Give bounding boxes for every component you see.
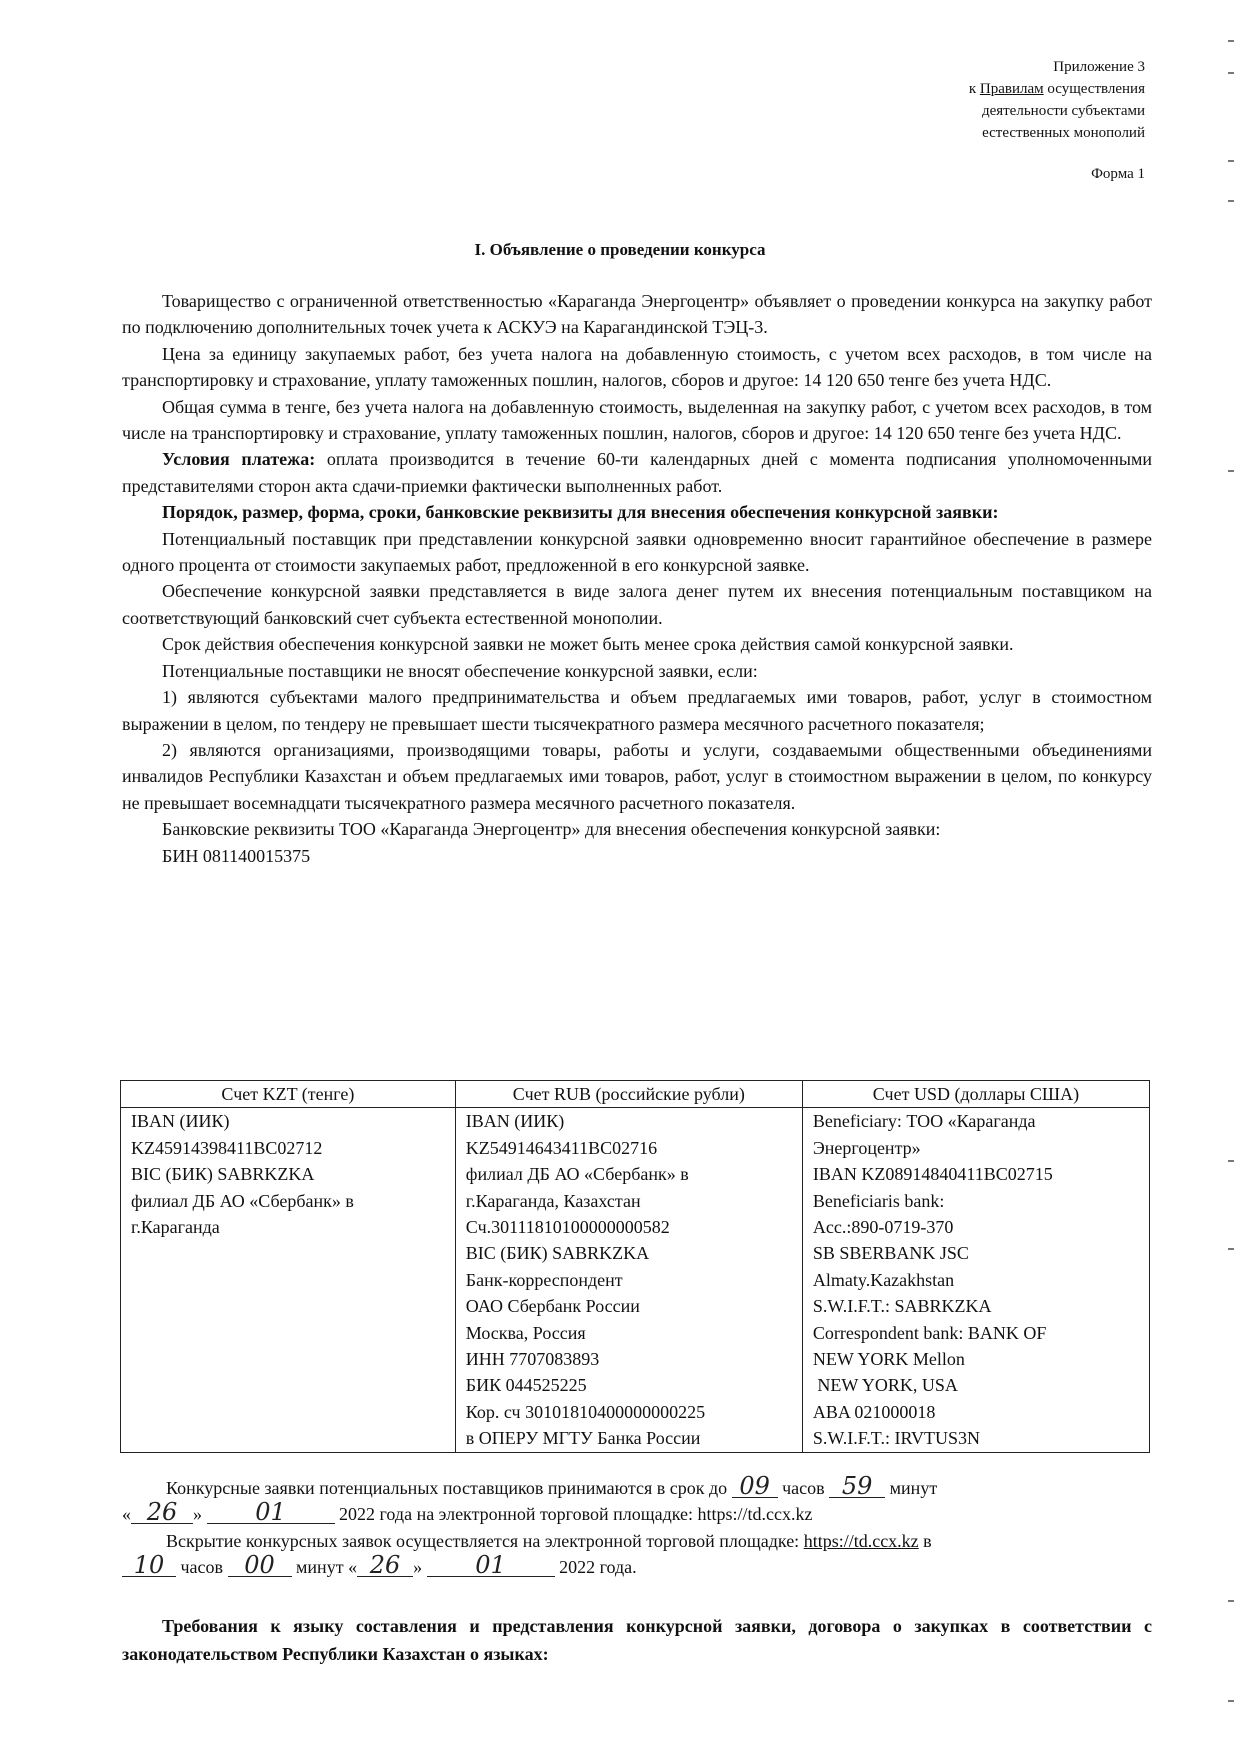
accept-month-handwritten: 01	[207, 1501, 335, 1524]
open-minutes-handwritten: 00	[228, 1554, 292, 1577]
rub-line: ИНН 7707083893	[465, 1349, 600, 1370]
requirements-heading: Требования к языку составления и представления конкурсной заявки, договора о закупках в соответствии с законодательством Республики Казахстан о языках:	[122, 1616, 1152, 1664]
rub-line: в ОПЕРУ МГТУ Банка России	[465, 1428, 701, 1449]
accept-hours-handwritten: 09	[732, 1475, 778, 1498]
accept-prefix: Конкурсные заявки потенциальных поставщиков принимаются в срок до	[166, 1478, 728, 1498]
usd-line: IBAN KZ08914840411BC02715	[812, 1164, 1053, 1185]
kzt-line: г.Караганда	[131, 1217, 220, 1238]
minutes-word: минут	[889, 1478, 938, 1498]
deadline-block	[122, 1472, 1152, 1581]
appendix-line: к Правилам осуществления	[968, 81, 1145, 97]
paragraph-security-heading	[122, 499, 1152, 525]
scan-mark	[1228, 160, 1234, 162]
scan-mark	[1228, 1248, 1234, 1250]
open-time-line: 10 часов 00 минут « 26 » 01 2022 года.	[122, 1554, 1152, 1580]
open-suffix: 2022 года.	[559, 1557, 637, 1578]
usd-line: Энергоцентр»	[812, 1137, 921, 1158]
paragraph: Цена за единицу закупаемых работ, без учета налога на добавленную стоимость, с учетом всех расходов, в том числе на транспортировку и страхование, уплату таможенных пошлин, налогов, сборов и другое: 14 120 650 тенге без учета НДС.	[122, 343, 1152, 391]
page-title: I. Объявление о проведении конкурса	[474, 240, 766, 259]
rub-line: филиал ДБ АО «Сбербанк» в	[465, 1164, 689, 1185]
open-day-handwritten: 26	[357, 1554, 413, 1577]
column-header-rub: Счет RUB (российские рубли)	[455, 1081, 802, 1108]
rub-line: Сч.30111810100000000582	[465, 1217, 670, 1238]
usd-line: S.W.I.F.T.: IRVTUS3N	[812, 1428, 981, 1449]
usd-line: SB SBERBANK JSC	[812, 1243, 969, 1264]
paragraph: Товарищество с ограниченной ответственностью «Караганда Энергоцентр» объявляет о проведении конкурса на закупку работ по подключению дополнительных точек учета к АСКУЭ на Карагандинской ТЭЦ-3.	[122, 291, 1152, 338]
rub-line: Банк-корреспондент	[465, 1269, 623, 1290]
scan-edge-marks	[1228, 0, 1240, 1754]
usd-line: Beneficiary: ТОО «Караганда	[812, 1111, 1036, 1132]
rules-link[interactable]: Правилам	[979, 81, 1044, 97]
paragraph: Срок действия обеспечения конкурсной заявки не может быть менее срока действия самой конкурсной заявки.	[162, 634, 1014, 655]
kzt-line: филиал ДБ АО «Сбербанк» в	[131, 1190, 354, 1211]
appendix-header	[969, 56, 1145, 144]
open-in: в	[923, 1530, 932, 1551]
open-hours-handwritten: 10	[122, 1554, 176, 1577]
usd-line: S.W.I.F.T.: SABRKZKA	[812, 1296, 992, 1317]
platform-link[interactable]: https://td.ccx.kz	[803, 1530, 919, 1551]
kzt-line: BIC (БИК) SABRKZKA	[131, 1164, 315, 1185]
accept-minutes-handwritten: 59	[829, 1475, 885, 1498]
usd-line: Correspondent bank: BANK OF	[812, 1322, 1047, 1343]
bin-line: БИН 081140015375	[162, 845, 311, 866]
scan-mark	[1228, 1700, 1234, 1702]
rub-line: БИК 044525225	[465, 1375, 587, 1396]
paragraph: Общая сумма в тенге, без учета налога на добавленную стоимость, выделенная на закупку работ, с учетом всех расходов, в том числе на транспортировку и страхование, уплату таможенных пошлин, налогов, сборов и другое: 14 120 650 тенге без учета НДС.	[122, 396, 1152, 444]
paragraph: Обеспечение конкурсной заявки представляется в виде залога денег путем их внесения потенциальным поставщиком на соответствующий банковский счет субъекта естественной монополии.	[122, 581, 1152, 628]
scan-mark	[1228, 1600, 1234, 1602]
paragraph: Потенциальные поставщики не вносят обеспечение конкурсной заявки, если:	[162, 660, 758, 681]
usd-cell	[802, 1108, 1149, 1452]
minutes-word: минут	[296, 1557, 344, 1578]
scan-mark	[1228, 72, 1234, 74]
table-header-row	[121, 1081, 1150, 1108]
rub-line: Москва, Россия	[465, 1322, 586, 1343]
accept-date-line: « 26 » 01 2022 года на электронной торговой площадке: https://td.ccx.kz	[122, 1498, 813, 1527]
paragraph: Потенциальный поставщик при представлении конкурсной заявки одновременно вносит гарантийное обеспечение в размере одного процента от стоимости закупаемых работ, предложенной в его конкурсной заявке.	[122, 528, 1152, 576]
rub-line: Кор. сч 30101810400000000225	[465, 1401, 706, 1422]
appendix-line: естественных монополий	[982, 125, 1145, 141]
open-month-handwritten: 01	[427, 1554, 555, 1577]
hours-word: часов	[782, 1478, 825, 1498]
rub-line: г.Караганда, Казахстан	[465, 1190, 641, 1211]
kzt-line: IBAN (ИИК)	[131, 1111, 230, 1132]
rub-line: ОАО Сбербанк России	[465, 1296, 640, 1317]
scan-mark	[1228, 1160, 1234, 1162]
table-row	[121, 1108, 1150, 1452]
open-prefix: Вскрытие конкурсных заявок осуществляется на электронной торговой площадке:	[166, 1530, 800, 1551]
column-header-kzt: Счет KZT (тенге)	[121, 1081, 456, 1108]
kzt-line: KZ45914398411BC02712	[131, 1137, 323, 1158]
open-line	[122, 1528, 1152, 1554]
usd-line: Beneficiaris bank:	[812, 1190, 945, 1211]
column-header-usd: Счет USD (доллары США)	[802, 1081, 1149, 1108]
paragraph-payment-terms	[122, 446, 1152, 499]
language-requirements	[122, 1612, 1152, 1668]
bank-details-table	[120, 1080, 1150, 1453]
usd-line: NEW YORK, USA	[812, 1375, 958, 1396]
usd-line: ABA 021000018	[812, 1401, 936, 1422]
security-heading: Порядок, размер, форма, сроки, банковские реквизиты для внесения обеспечения конкурсной заявки:	[162, 502, 999, 523]
rub-line: KZ54914643411BC02716	[465, 1137, 658, 1158]
announcement-body	[122, 288, 1152, 869]
rub-cell	[455, 1108, 802, 1452]
paragraph: Банковские реквизиты ТОО «Караганда Энергоцентр» для внесения обеспечения конкурсной заявки:	[162, 819, 941, 840]
rub-line: IBAN (ИИК)	[465, 1111, 565, 1132]
payment-terms-text: оплата производится в течение 60-ти календарных дней с момента подписания уполномоченными представителями сторон акта сдачи-приемки фактически выполненных работ.	[122, 449, 1152, 496]
payment-terms-label: Условия платежа:	[162, 449, 316, 470]
usd-line: Almaty.Kazakhstan	[812, 1269, 955, 1290]
accept-day-handwritten: 26	[131, 1501, 193, 1524]
form-label: Форма 1	[1091, 166, 1145, 182]
scan-mark	[1228, 470, 1234, 472]
paragraph: 1) являются субъектами малого предпринимательства и объем предлагаемых ими товаров, работ, услуг в стоимостном выражении в целом, по тендеру не превышает шести тысячекратного размера месячного расчетного показателя;	[122, 687, 1152, 734]
scan-mark	[1228, 200, 1234, 202]
appendix-line: Приложение 3	[1053, 59, 1145, 75]
accept-suffix: 2022 года на электронной торговой площадке: https://td.ccx.kz	[339, 1504, 813, 1525]
hours-word: часов	[180, 1557, 224, 1578]
appendix-line: деятельности субъектами	[981, 103, 1145, 119]
paragraph: 2) являются организациями, производящими товары, работы и услуги, создаваемыми общественными объединениями инвалидов Республики Казахстан и объем предлагаемых ими товаров, работ, услуг в стоимостном выражении в целом, по конкурсу не превышает восемнадцати тысячекратного размера месячного расчетного показателя.	[122, 739, 1152, 813]
scan-mark	[1228, 40, 1234, 42]
rub-line: BIC (БИК) SABRKZKA	[465, 1243, 650, 1264]
usd-line: NEW YORK Mellon	[812, 1349, 965, 1370]
usd-line: Acc.:890-0719-370	[812, 1217, 954, 1238]
kzt-cell	[121, 1108, 456, 1452]
